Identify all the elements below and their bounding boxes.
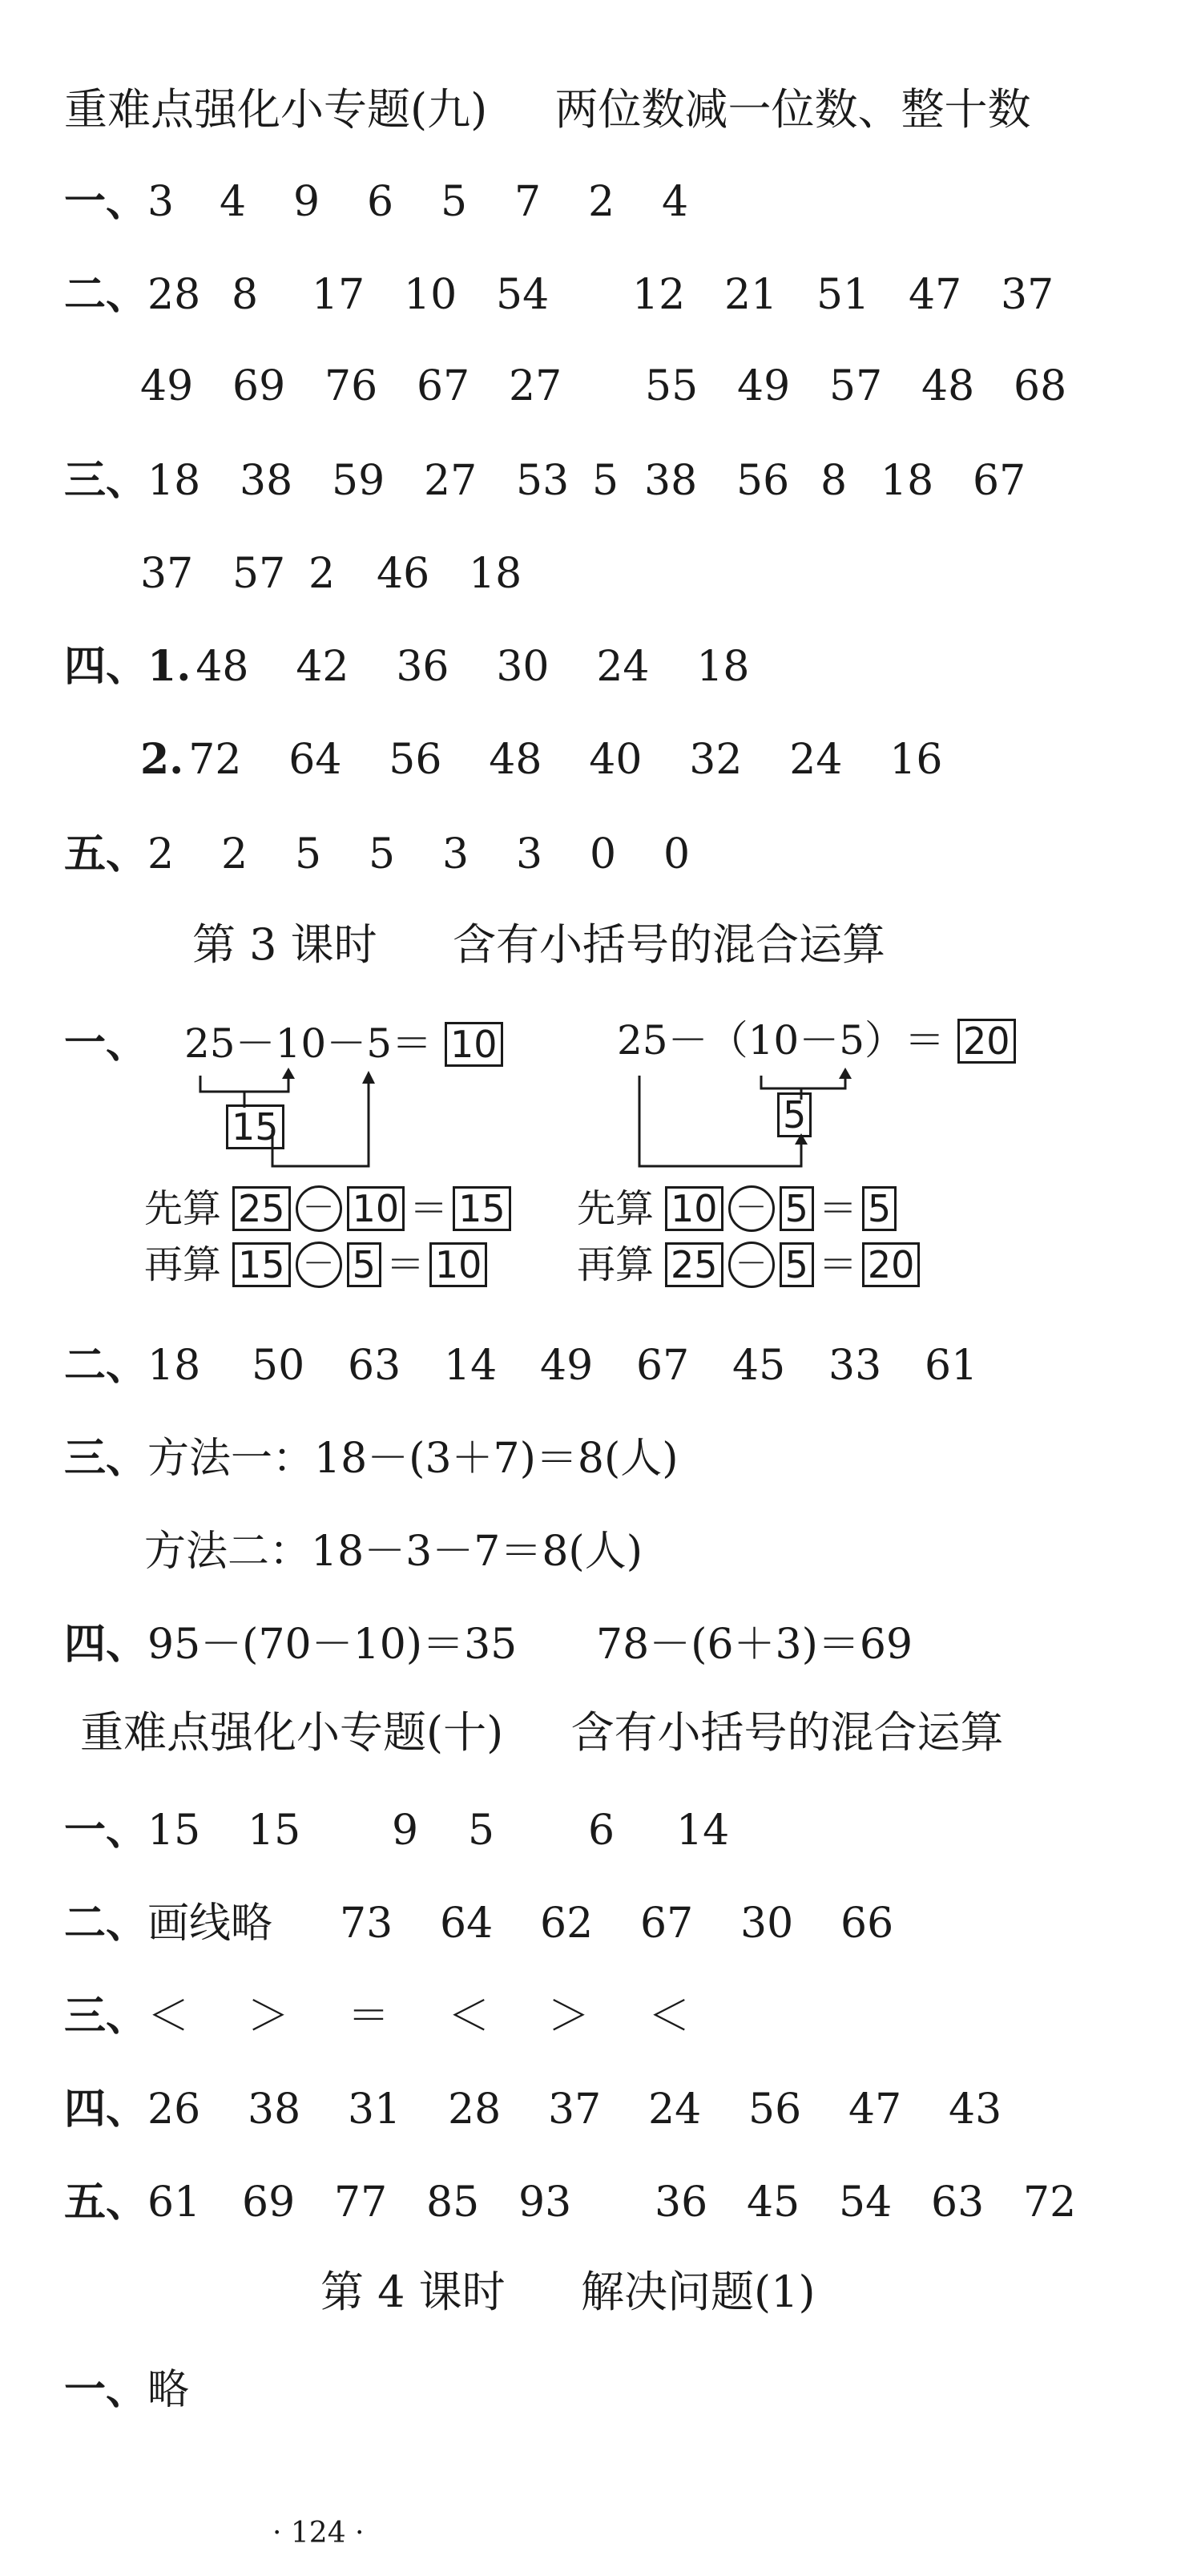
- answer: 63: [931, 2178, 985, 2227]
- answer: 30: [496, 643, 550, 691]
- answer: 51: [816, 271, 870, 319]
- answer-omitted: 略: [147, 2366, 190, 2414]
- answer: 28: [147, 271, 201, 319]
- answer: 48: [921, 362, 975, 410]
- answer: 10: [404, 271, 457, 319]
- topic9-q1-label: 一、: [64, 177, 148, 226]
- answer: 43: [949, 2085, 1002, 2134]
- answer: 17: [312, 271, 365, 319]
- topic10-title: 重难点强化小专题(十): [80, 1707, 504, 1758]
- result-box: 5: [862, 1186, 897, 1231]
- topic10-q3-label: 三、: [64, 1992, 148, 2041]
- answer: 31: [348, 2085, 401, 2134]
- comparison-sign: ＞: [548, 1993, 590, 2041]
- answer: 59: [332, 457, 385, 505]
- answer: 56: [389, 736, 442, 784]
- answer: 45: [732, 1342, 786, 1390]
- answer: 18: [147, 457, 201, 505]
- comparison-sign: ＜: [648, 1993, 691, 2041]
- topic10-q2: [64, 1900, 905, 1948]
- comparison-sign: ＜: [448, 1993, 490, 2041]
- answer: 3: [147, 178, 175, 226]
- answer: 67: [636, 1342, 690, 1390]
- answer: 15: [248, 1807, 301, 1855]
- answer: 5: [592, 457, 619, 505]
- topic10-q4-label: 四、: [64, 2085, 148, 2134]
- answer: 3: [516, 830, 543, 878]
- answer: 42: [296, 643, 349, 691]
- lesson3-q4-label: 四、: [64, 1620, 148, 1669]
- answer: 61: [925, 1342, 978, 1390]
- operand-box: 25: [665, 1242, 723, 1287]
- topic10-q3: [64, 1993, 712, 2041]
- answer: 49: [140, 362, 194, 410]
- answer: 54: [496, 271, 550, 319]
- answer: 6: [588, 1807, 615, 1855]
- answer: 63: [348, 1342, 401, 1390]
- comparison-sign: ＝: [348, 1993, 390, 2041]
- answer: 49: [540, 1342, 594, 1390]
- lesson4-q1: [64, 2366, 189, 2414]
- answer: 5: [441, 178, 468, 226]
- answer: 48: [195, 643, 249, 691]
- result-box: 15: [453, 1186, 511, 1231]
- right-first-step: [577, 1185, 897, 1233]
- method-one: 方法一：18－(3＋7)＝8(人): [147, 1435, 679, 1483]
- answer: 9: [293, 178, 320, 226]
- answer: 5: [295, 830, 322, 878]
- equation-one: 95－(70－10)＝35: [147, 1621, 518, 1669]
- answer: 2: [221, 830, 248, 878]
- draw-line-omitted: 画线略: [147, 1900, 273, 1948]
- answer: 26: [147, 2085, 201, 2134]
- left-arrowhead: [362, 1071, 375, 1084]
- left-expression-text: 25－10－5＝: [184, 1020, 433, 1067]
- left-first-step: [144, 1185, 511, 1233]
- lesson3-q4: [64, 1621, 913, 1669]
- left-intermediate-box: 15: [226, 1104, 284, 1149]
- operand-box: 5: [780, 1186, 814, 1231]
- lesson3-title: 第 3 课时: [192, 919, 377, 970]
- comparison-sign: ＞: [248, 1993, 290, 2041]
- answer: 7: [514, 178, 542, 226]
- answer: 37: [1001, 271, 1054, 319]
- result-box: 20: [862, 1242, 921, 1287]
- then-label: 再算: [577, 1242, 655, 1287]
- answer: 30: [740, 1900, 794, 1948]
- topic10-q5-label: 五、: [64, 2178, 148, 2227]
- topic10-q1-label: 一、: [64, 1806, 148, 1855]
- answer: 5: [369, 830, 396, 878]
- answer: 28: [448, 2085, 502, 2134]
- topic10-heading: [80, 1707, 1003, 1758]
- answer: 77: [334, 2178, 388, 2227]
- answer: 16: [889, 736, 943, 784]
- equals-sign: ＝: [818, 1242, 857, 1287]
- answer: 56: [748, 2085, 802, 2134]
- answer: 72: [188, 736, 242, 784]
- right-intermediate-box: 5: [777, 1092, 812, 1137]
- lesson3-q3-line1: [64, 1435, 679, 1483]
- answer: 0: [663, 830, 691, 878]
- answer: 5: [468, 1807, 495, 1855]
- answer: 24: [596, 643, 650, 691]
- answer: 46: [377, 550, 430, 598]
- answer: 3: [442, 830, 470, 878]
- answer: 32: [689, 736, 743, 784]
- answer: 56: [736, 457, 790, 505]
- answer: 38: [240, 457, 293, 505]
- equals-sign: ＝: [385, 1242, 425, 1287]
- answer: 27: [424, 457, 478, 505]
- answer: 61: [147, 2178, 201, 2227]
- answer: 9: [392, 1807, 419, 1855]
- answer: 2: [308, 550, 336, 598]
- lesson4-title: 第 4 课时: [320, 2267, 506, 2317]
- topic9-q2-label: 二、: [64, 270, 148, 319]
- right-answer-box: 20: [957, 1019, 1016, 1064]
- right-bracket-arrowhead: [839, 1068, 852, 1079]
- left-bracket-arrowhead: [282, 1068, 295, 1079]
- answer: 14: [676, 1807, 730, 1855]
- then-label: 再算: [144, 1242, 222, 1287]
- answer: 36: [396, 643, 449, 691]
- answer: 64: [440, 1900, 494, 1948]
- answer: 15: [147, 1807, 201, 1855]
- operand-box: 10: [347, 1186, 405, 1231]
- answer: 69: [232, 362, 286, 410]
- operand-box: 5: [780, 1242, 814, 1287]
- answer: 18: [881, 457, 934, 505]
- answer: 66: [840, 1900, 894, 1948]
- lesson3-q3-line2: [144, 1528, 643, 1576]
- answer: 62: [540, 1900, 594, 1948]
- answer: 4: [662, 178, 689, 226]
- answer: 21: [724, 271, 778, 319]
- comparison-sign: ＜: [147, 1993, 190, 2041]
- answer: 73: [340, 1900, 393, 1948]
- lesson3-q2-label: 二、: [64, 1341, 148, 1390]
- topic10-subtitle: 含有小括号的混合运算: [570, 1707, 1004, 1758]
- method-two: 方法二：18－3－7＝8(人): [144, 1528, 643, 1576]
- topic10-q1: [64, 1807, 740, 1855]
- right-expression-text: 25－（10－5）＝: [617, 1017, 945, 1064]
- topic9-q3-label: 三、: [64, 456, 148, 505]
- left-intermediate: [226, 1102, 284, 1150]
- first-label: 先算: [144, 1186, 222, 1231]
- answer: 53: [516, 457, 570, 505]
- answer: 67: [640, 1900, 694, 1948]
- answer: 54: [839, 2178, 893, 2227]
- answer: 8: [820, 457, 848, 505]
- answer: 37: [548, 2085, 602, 2134]
- operand-box: 15: [232, 1242, 291, 1287]
- operator-circle: －: [296, 1242, 342, 1288]
- answer: 55: [645, 362, 699, 410]
- answer: 33: [828, 1342, 882, 1390]
- answer: 24: [789, 736, 843, 784]
- answer: 57: [232, 550, 286, 598]
- topic9-q4-label: 四、: [64, 642, 148, 691]
- answer: 49: [737, 362, 791, 410]
- equals-sign: ＝: [409, 1186, 449, 1231]
- answer: 76: [324, 362, 378, 410]
- answer: 64: [288, 736, 342, 784]
- answer: 69: [242, 2178, 296, 2227]
- left-then-step: [144, 1241, 487, 1289]
- answer: 27: [509, 362, 562, 410]
- answer: 37: [140, 550, 194, 598]
- lesson3-q2: [64, 1342, 989, 1390]
- answer: 85: [426, 2178, 480, 2227]
- answer: 38: [248, 2085, 301, 2134]
- answer: 24: [648, 2085, 702, 2134]
- topic10-q5: [64, 2178, 1087, 2227]
- calculation-arrows: [0, 0, 1197, 1250]
- left-answer-box: 10: [445, 1022, 503, 1067]
- operator-circle: －: [296, 1185, 342, 1232]
- answer: 68: [1014, 362, 1067, 410]
- first-label: 先算: [577, 1186, 655, 1231]
- answer: 48: [489, 736, 542, 784]
- equals-sign: ＝: [818, 1186, 857, 1231]
- lesson3-q1-label: 一、: [64, 1019, 148, 1068]
- answer: 93: [518, 2178, 572, 2227]
- right-bracket-line: [761, 1076, 845, 1088]
- equation-two: 78－(6＋3)＝69: [596, 1621, 913, 1669]
- topic10-q4: [64, 2085, 1013, 2134]
- answer: 6: [367, 178, 394, 226]
- answer: 40: [589, 736, 643, 784]
- answer: 4: [220, 178, 247, 226]
- answer: 36: [655, 2178, 708, 2227]
- right-intermediate: [777, 1090, 812, 1138]
- lesson3-subtitle: 含有小括号的混合运算: [453, 919, 886, 970]
- answer: 2: [588, 178, 615, 226]
- answer: 14: [444, 1342, 498, 1390]
- answer: 72: [1023, 2178, 1077, 2227]
- answer: 50: [252, 1342, 305, 1390]
- answer: 12: [632, 271, 686, 319]
- topic9-q5-label: 五、: [64, 830, 148, 878]
- operand-box: 5: [347, 1242, 381, 1287]
- answer: 18: [696, 643, 750, 691]
- operand-box: 25: [232, 1186, 291, 1231]
- answer: 38: [644, 457, 698, 505]
- answer: 47: [909, 271, 962, 319]
- lesson4-heading: [320, 2267, 816, 2318]
- answer: 67: [973, 457, 1026, 505]
- left-connector-line: [272, 1082, 369, 1166]
- topic9-subtitle: 两位数减一位数、整十数: [554, 84, 1031, 135]
- topic9-title: 重难点强化小专题(九): [64, 84, 488, 135]
- left-bracket-line: [200, 1076, 288, 1092]
- answer: 47: [848, 2085, 902, 2134]
- operator-circle: －: [728, 1242, 775, 1288]
- lesson3-q3-label: 三、: [64, 1434, 148, 1483]
- answer: 57: [829, 362, 883, 410]
- sub-label: 2.: [140, 735, 184, 784]
- answer: 0: [590, 830, 617, 878]
- answer: 45: [747, 2178, 800, 2227]
- page-number: · 124 ·: [272, 2517, 365, 2550]
- topic10-q2-label: 二、: [64, 1899, 148, 1948]
- lesson4-subtitle: 解决问题(1): [581, 2267, 816, 2317]
- operator-circle: －: [728, 1185, 775, 1232]
- lesson4-q1-label: 一、: [64, 2365, 148, 2414]
- operand-box: 10: [665, 1186, 723, 1231]
- right-then-step: [577, 1241, 920, 1289]
- sub-label: 1.: [147, 642, 191, 691]
- answer: 2: [147, 830, 175, 878]
- answer: 8: [232, 271, 259, 319]
- answer: 18: [147, 1342, 201, 1390]
- answer: 18: [469, 550, 522, 598]
- result-box: 10: [429, 1242, 488, 1287]
- answer: 67: [417, 362, 470, 410]
